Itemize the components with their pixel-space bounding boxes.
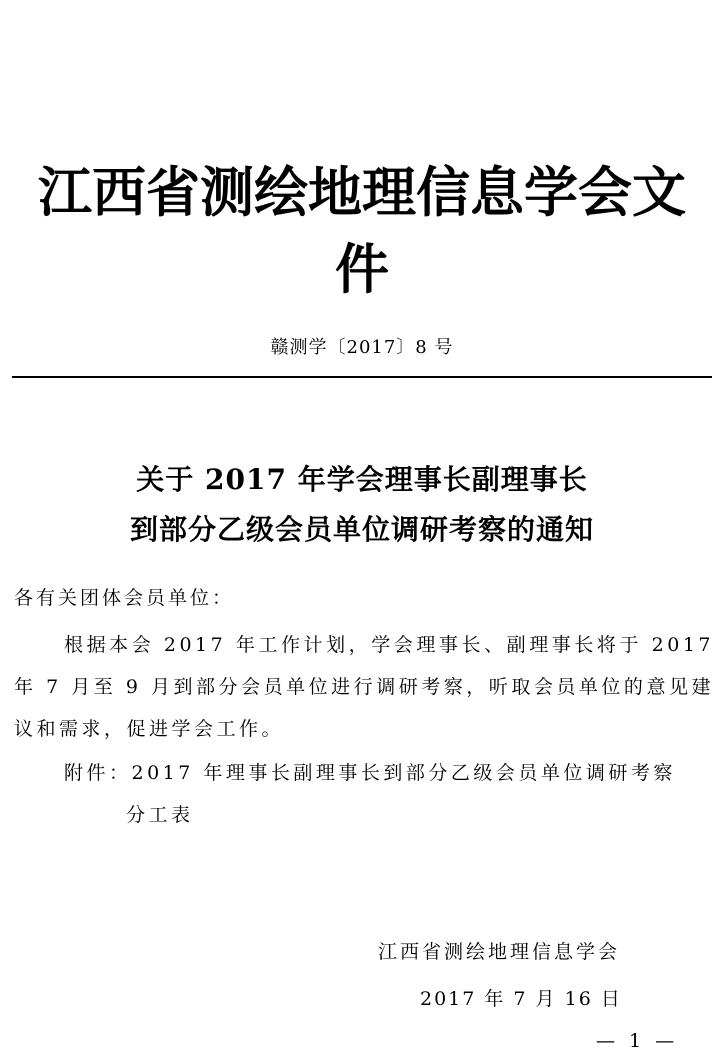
header-divider [12, 376, 712, 378]
attachment-note [64, 752, 714, 836]
salutation: 各有关团体会员单位： [14, 587, 235, 609]
attachment-line-1: 附件：2017 年理事长副理事长到部分乙级会员单位调研考察 [64, 762, 676, 784]
notice-title-line-1: 关于 2017 年学会理事长副理事长 [136, 463, 588, 496]
page-number: — 1 — [596, 1030, 679, 1052]
document-number: 赣测学〔2017〕8 号 [270, 337, 454, 358]
issuer-signature: 江西省测绘地理信息学会 [378, 941, 621, 963]
attachment-line-2: 分工表 [126, 804, 194, 826]
notice-title-line-2: 到部分乙级会员单位调研考察的通知 [129, 513, 594, 546]
document-header-title: 江西省测绘地理信息学会文件 [38, 161, 686, 301]
body-paragraph: 根据本会 2017 年工作计划，学会理事长、副理事长将于 2017 年 7 月至 9 月到部分会员单位进行调研考察，听取会员单位的意见建议和需求，促进学会工作。 [14, 634, 714, 740]
issue-date: 2017 年 7 月 16 日 [420, 988, 622, 1010]
